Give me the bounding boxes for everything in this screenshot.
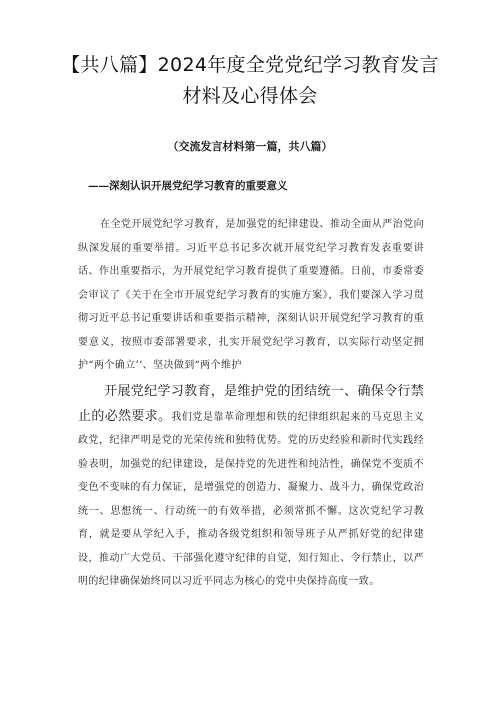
document-title: 【共八篇】2024年度全党党纪学习教育发言材料及心得体会 [61,54,439,107]
paragraph-2 [78,380,424,594]
paragraph-2-body: 我们党是靠革命理想和铁的纪律组织起来的马克思主义政党，纪律严明是党的光荣传统和独特优势。党的历史经验和新时代实践经验表明，加强党的纪律建设，是保持党的先进性和纯洁性，确保党不变质不变色不变味的有力保证，是增强党的创造力、凝聚力、战斗力，确保党政治统一、思想统一、行动统一的有效举措，必须常抓不懈。这次党纪学习教育，就是要从学纪入手，推动各级党组织和领导班子从严抓好党的纪律建设，推动广大党员、干部强化遵守纪律的自觉，知行知止、令行禁止，以严明的纪律确保始终同以习近平同志为核心的党中央保持高度一致。 [78,411,424,587]
document-subtitle: （交流发言材料第一篇，共八篇） [167,140,333,153]
paragraph-1: 在全党开展党纪学习教育，是加强党的纪律建设、推动全面从严治党向纵深发展的重要举措。习近平总书记多次就开展党纪学习教育发表重要讲话、作出重要指示，为开展党纪学习教育提供了重要遵循。日前，市委常委会审议了《关于在全市开展党纪学习教育的实施方案》，我们要深入学习贯彻习近平总书记重要讲话和重要指示精神，深刻认识开展党纪学习教育的重要意义，按照市委部署要求，扎实开展党纪学习教育，以实际行动坚定拥护“两个确立’‘、坚决做到“两个维护 [78,219,424,371]
section-subheading: ——深刻认识开展党纪学习教育的重要意义 [88,180,288,192]
paragraph-2-lead: 开展党纪学习教育，是维护党的团结统一、确保令行禁止的必然要求。 [78,384,424,424]
